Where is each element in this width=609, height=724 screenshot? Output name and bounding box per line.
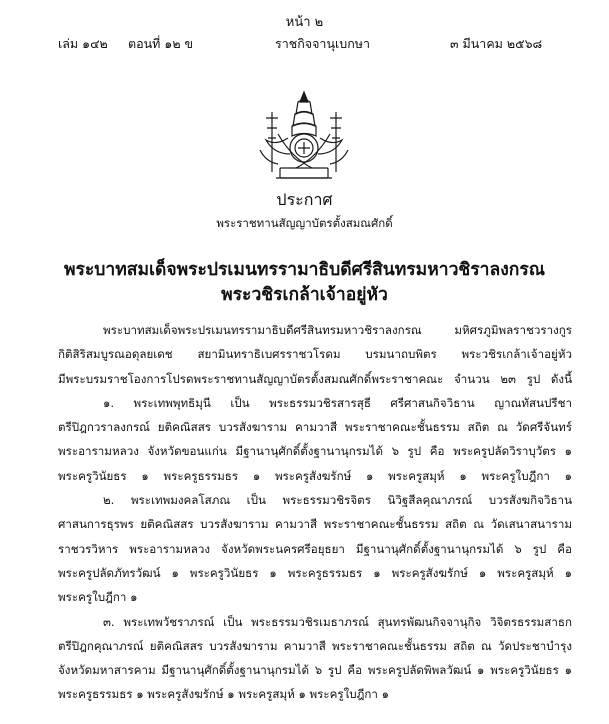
body-line: พระครูใบฎีกา ๑ (58, 590, 138, 605)
body-line: ๓. พระเทพวัชราภรณ์ เป็น พระธรรมวชิรเมธาภรณ์ สุนทรพัฒนกิจจานุกิจ วิจิตรธรรมสาธก (103, 614, 572, 629)
header-date: ๓ มีนาคม ๒๕๖๘ (450, 36, 543, 51)
body-line: จังหวัดมหาสารคาม มีฐานานุศักดิ์ตั้งฐานานุกรมได้ ๖ รูป คือ พระครูปลัดพิพลวัฒน์ ๑ พระครูวินัยธร ๑ (58, 663, 572, 678)
page-number: หน้า ๒ (285, 15, 324, 30)
body-line: ตรีปิฎกคุณาภรณ์ ยติคณิสสร บวรสังฆาราม คามวาสี พระราชาคณะชั้นธรรม สถิต ณ วัดประชาบำรุง (58, 638, 572, 653)
announcement-title: ประกาศ (276, 190, 333, 209)
announcement-body (58, 318, 572, 707)
body-line: มีพระบรมราชโองการโปรดพระราชทานสัญญาบัตรตั้งสมณศักดิ์พระราชาคณะ จำนวน ๒๓ รูป ดังนี้ (58, 371, 572, 386)
announcement-subtitle: พระราชทานสัญญาบัตรตั้งสมณศักดิ์ (216, 216, 393, 230)
header-volume: เล่ม ๑๔๒ (58, 36, 108, 51)
royal-emblem-icon (252, 88, 356, 186)
body-line: ๒. พระเทพมงคลโสภณ เป็น พระธรรมวชิรจิตร นิวิฐสีลคุณาภรณ์ บวรสังฆกิจวิธาน (103, 493, 572, 508)
body-line: ศาสนการธุรพร ยติคณิสสร บวรสังฆาราม คามวาสี พระราชาคณะชั้นธรรม สถิต ณ วัดเสนาสนาราม (58, 517, 572, 532)
body-line: ตรีปิฎกวราลงกรณ์ ยติคณิสสร บวรสังฆาราม คามวาสี พระราชาคณะชั้นธรรม สถิต ณ วัดศรีจันทร์ (58, 420, 572, 435)
king-name-line-1: พระบาทสมเด็จพระปรเมนทรรามาธิบดีศรีสินทรมหาวชิราลงกรณ (63, 260, 546, 280)
header-gazette-name: ราชกิจจานุเบกษา (275, 36, 371, 51)
body-line: พระครูธรรมธร ๑ พระครูสังฆรักษ์ ๑ พระครูสมุห์ ๑ พระครูใบฎีกา ๑ (58, 687, 389, 702)
body-line: กิติสิริสมบูรณอดุลยเดช สยามินทราธิเบศรราชวโรดม บรมนาถบพิตร พระวชิรเกล้าเจ้าอยู่หัว (58, 347, 572, 362)
header-section: ตอนที่ ๑๒ ข (128, 36, 194, 51)
body-line: ๑. พระเทพพุทธิมุนี เป็น พระธรรมวชิรสารสุธี ศรีศาสนกิจวิธาน ญาณทัสนปรีชา (103, 395, 572, 410)
body-line: ราชวรวิหาร พระอารามหลวง จังหวัดพระนครศรีอยุธยา มีฐานานุศักดิ์ตั้งฐานานุกรมได้ ๖ รูป คือ (58, 541, 572, 556)
body-line: พระครูวินัยธร ๑ พระครูธรรมธร ๑ พระครูสังฆรักษ์ ๑ พระครูสมุห์ ๑ พระครูใบฎีกา ๑ (58, 468, 572, 483)
king-name-line-2: พระวชิรเกล้าเจ้าอยู่หัว (221, 285, 388, 305)
body-line: พระอารามหลวง จังหวัดขอนแก่น มีฐานานุศักดิ์ตั้งฐานานุกรมได้ ๖ รูป คือ พระครูปลัดวิราบุวัตร ๑ (58, 444, 572, 459)
body-line: พระบาทสมเด็จพระปรเมนทรรามาธิบดีศรีสินทรมหาวชิราลงกรณ มหิศรภูมิพลราชวรางกูร (103, 323, 572, 337)
body-line: พระครูปลัดภัทรวัฒน์ ๑ พระครูวินัยธร ๑ พระครูธรรมธร ๑ พระครูสังฆรักษ์ ๑ พระครูสมุห์ ๑ (58, 565, 572, 580)
